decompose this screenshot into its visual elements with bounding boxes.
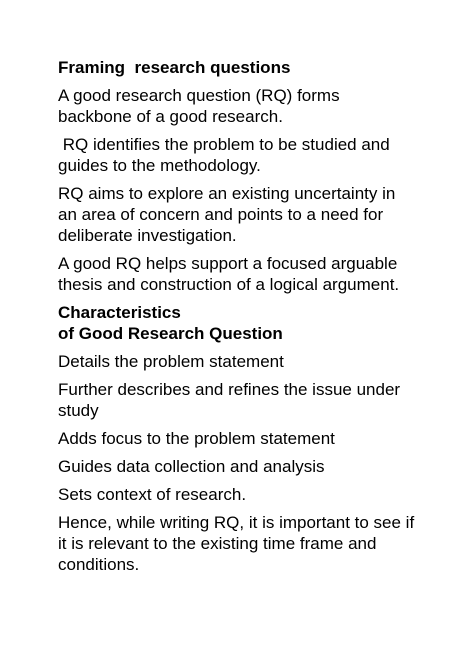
document-content — [58, 57, 418, 582]
closing-paragraph: Hence, while writing RQ, it is important to see if it is relevant to the existing time frame and conditions. — [58, 513, 419, 574]
paragraph-rq-aims: RQ aims to explore an existing uncertainty in an area of concern and points to a need for deliberate investigation. — [58, 184, 401, 245]
paragraph-rq-helps: A good RQ helps support a focused arguable thesis and construction of a logical argument. — [58, 254, 403, 294]
paragraph-rq-backbone: A good research question (RQ) forms backbone of a good research. — [58, 86, 345, 126]
section-title-line-2: of Good Research Question — [58, 324, 283, 343]
characteristic-item: Sets context of research. — [58, 485, 247, 504]
section-title-framing: Framing research questions — [58, 58, 291, 77]
characteristic-item: Guides data collection and analysis — [58, 457, 325, 476]
characteristic-item: Further describes and refines the issue under study — [58, 380, 405, 420]
section-title-line-1: Characteristics — [58, 303, 181, 322]
characteristic-item: Details the problem statement — [58, 352, 284, 371]
section-title-characteristics — [58, 302, 418, 344]
paragraph-rq-identifies: RQ identifies the problem to be studied and guides to the methodology. — [58, 135, 395, 175]
characteristic-item: Adds focus to the problem statement — [58, 429, 335, 448]
